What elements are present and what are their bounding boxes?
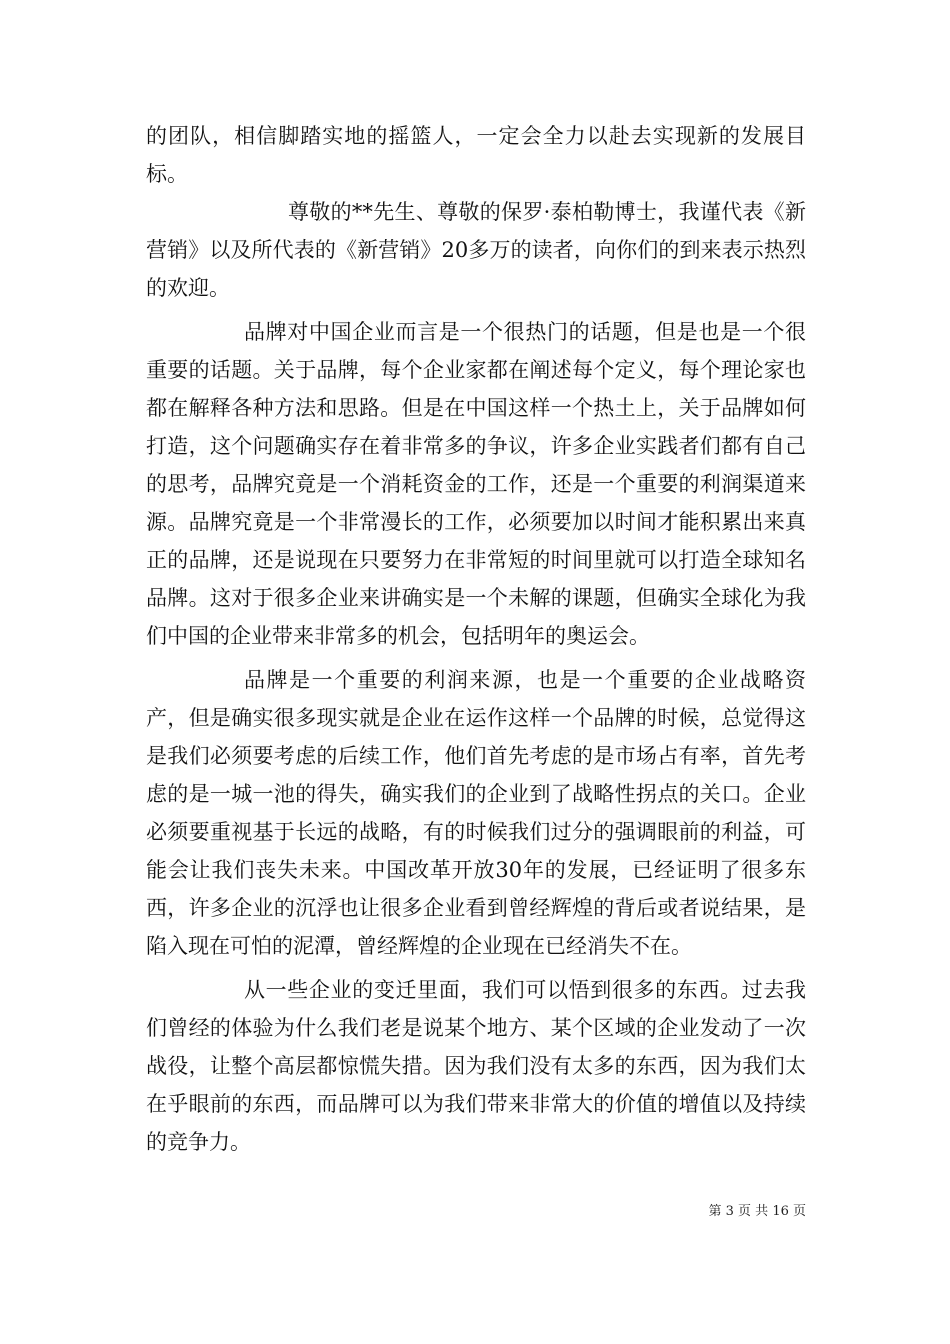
paragraph-brand-strategy: 品牌是一个重要的利润来源，也是一个重要的企业战略资产，但是确实很多现实就是企业在运作这样一个品牌的时候，总觉得这是我们必须要考虑的后续工作，他们首先考虑的是市场占有率，首先考虑的是一城一池的得失，确实我们的企业到了战略性拐点的关口。企业必须要重视基于长远的战略，有的时候我们过分的强调眼前的利益，可能会让我们丧失未来。中国改革开放30年的发展，已经证明了很多东西，许多企业的沉浮也让很多企业看到曾经辉煌的背后或者说结果，是陷入现在可怕的泥潭，曾经辉煌的企业现在已经消失不在。 (146, 668, 806, 958)
document-body (146, 117, 806, 1161)
paragraph-greeting: 尊敬的**先生、尊敬的保罗·泰柏勒博士，我谨代表《新营销》以及所代表的《新营销》20多万的读者，向你们的到来表示热烈的欢迎。 (146, 200, 806, 300)
paragraph-enterprise-changes: 从一些企业的变迁里面，我们可以悟到很多的东西。过去我们曾经的体验为什么我们老是说某个地方、某个区域的企业发动了一次战役，让整个高层都惊慌失措。因为我们没有太多的东西，因为我们太在乎眼前的东西，而品牌可以为我们带来非常大的价值的增值以及持续的竞争力。 (146, 978, 806, 1154)
paragraph-brand-topic: 品牌对中国企业而言是一个很热门的话题，但是也是一个很重要的话题。关于品牌，每个企业家都在阐述每个定义，每个理论家也都在解释各种方法和思路。但是在中国这样一个热土上，关于品牌如何打造，这个问题确实存在着非常多的争议，许多企业实践者们都有自己的思考，品牌究竟是一个消耗资金的工作，还是一个重要的利润渠道来源。品牌究竟是一个非常漫长的工作，必须要加以时间才能积累出来真正的品牌，还是说现在只要努力在非常短的时间里就可以打造全球知名品牌。这对于很多企业来讲确实是一个未解的课题，但确实全球化为我们中国的企业带来非常多的机会，包括明年的奥运会。 (146, 320, 806, 648)
paragraph-continuation: 的团队，相信脚踏实地的摇篮人，一定会全力以赴去实现新的发展目标。 (146, 124, 806, 186)
page-number-footer: 第 3 页 共 16 页 (708, 1204, 806, 1219)
